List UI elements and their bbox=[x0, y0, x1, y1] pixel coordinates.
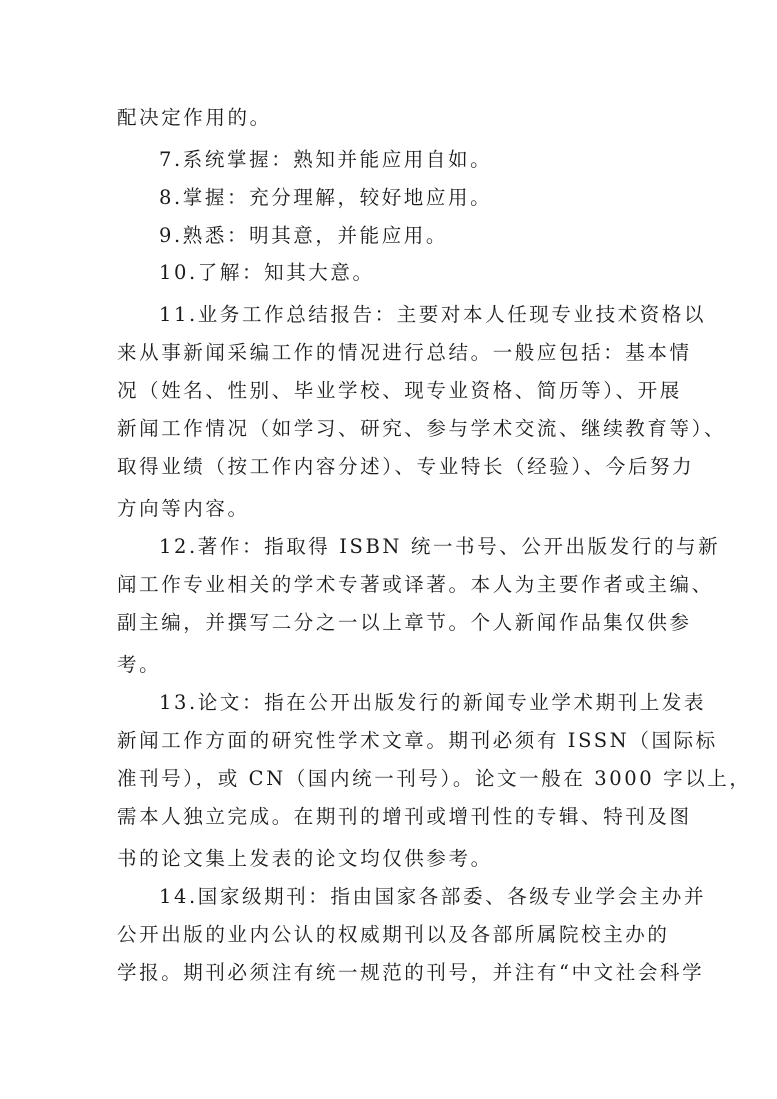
text-line: 公开出版的业内公认的权威期刊以及各部所属院校主办的 bbox=[117, 923, 670, 946]
text-line: 副主编，并撰写二分之一以上章节。个人新闻作品集仅供参 bbox=[117, 611, 692, 634]
text-line: 方向等内容。 bbox=[117, 497, 250, 520]
text-line: 况（姓名、性别、毕业学校、现专业资格、简历等）、开展 bbox=[117, 379, 682, 402]
text-line: 7.系统掌握：熟知并能应用自如。 bbox=[159, 148, 493, 171]
text-line: 新闻工作情况（如学习、研究、参与学术交流、继续教育等）、 bbox=[117, 417, 727, 440]
text-line: 13.论文：指在公开出版发行的新闻专业学术期刊上发表 bbox=[159, 691, 707, 714]
text-line: 取得业绩（按工作内容分述）、专业特长（经验）、今后努力 bbox=[117, 455, 695, 478]
text-line: 准刊号），或 CN（国内统一刊号）。论文一般在 3000 字以上， bbox=[117, 767, 752, 790]
text-line: 9.熟悉：明其意，并能应用。 bbox=[159, 224, 449, 247]
text-line: 需本人独立完成。在期刊的增刊或增刊性的专辑、特刊及图 bbox=[117, 805, 692, 828]
text-line: 配决定作用的。 bbox=[117, 106, 272, 129]
text-line: 12.著作：指取得 ISBN 统一书号、公开出版发行的与新 bbox=[159, 535, 721, 558]
text-line: 考。 bbox=[117, 653, 162, 676]
text-line: 11.业务工作总结报告：主要对本人任现专业技术资格以 bbox=[159, 303, 707, 326]
text-line: 新闻工作方面的研究性学术文章。期刊必须有 ISSN（国际标 bbox=[117, 729, 718, 752]
text-line: 10.了解：知其大意。 bbox=[159, 261, 375, 284]
text-line: 闻工作专业相关的学术专著或译著。本人为主要作者或主编、 bbox=[117, 573, 714, 596]
text-line: 8.掌握：充分理解，较好地应用。 bbox=[159, 186, 493, 209]
text-line: 书的论文集上发表的论文均仅供参考。 bbox=[117, 847, 493, 870]
text-line: 14.国家级期刊：指由国家各部委、各级专业学会主办并 bbox=[159, 885, 707, 908]
text-line: 学报。期刊必须注有统一规范的刊号，并注有“中文社会科学 bbox=[117, 961, 705, 984]
text-line: 来从事新闻采编工作的情况进行总结。一般应包括：基本情 bbox=[117, 341, 692, 364]
